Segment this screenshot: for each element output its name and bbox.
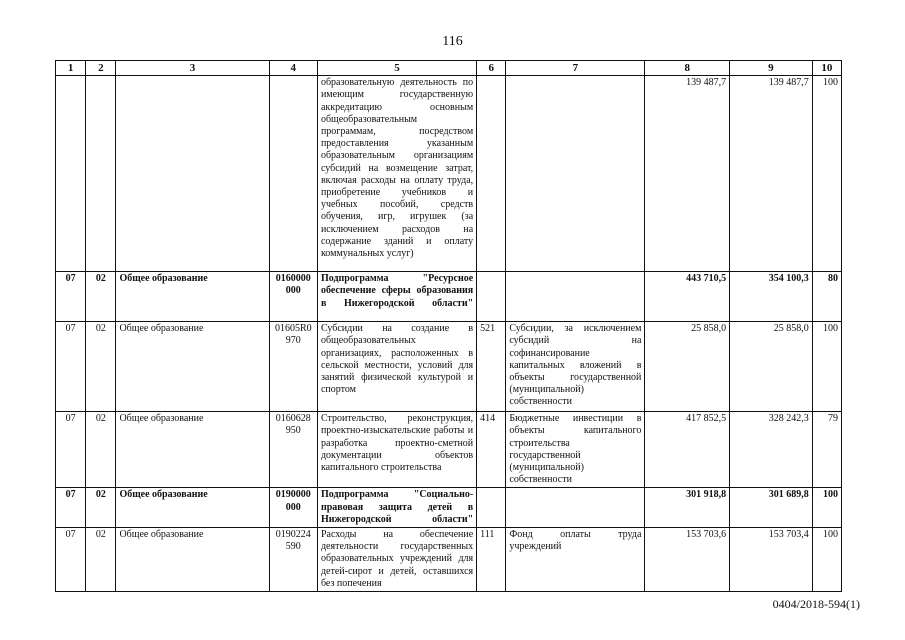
cell-col-1: 07 — [56, 412, 86, 488]
cell-col-6: 111 — [477, 528, 506, 592]
cell-col-2: 02 — [86, 272, 116, 322]
cell-col-2: 02 — [86, 412, 116, 488]
cell-col-8: 443 710,5 — [645, 272, 730, 322]
cell-col-2: 02 — [86, 322, 116, 412]
cell-col-3: Общее образование — [116, 322, 269, 412]
cell-col-1: 07 — [56, 488, 86, 528]
table-row — [56, 272, 842, 322]
table-row — [56, 322, 842, 412]
cell-col-1: 07 — [56, 322, 86, 412]
cell-col-5: Субсидии на создание в общеобразовательных организациях, расположенных в сельской местности, условий для занятий физической культурой и спортом — [317, 322, 476, 412]
cell-col-6 — [477, 272, 506, 322]
cell-col-7 — [506, 272, 645, 322]
cell-col-6: 414 — [477, 412, 506, 488]
header-cell: 9 — [730, 61, 813, 76]
cell-col-1: 07 — [56, 528, 86, 592]
header-cell: 7 — [506, 61, 645, 76]
budget-table — [55, 60, 842, 592]
cell-col-4: 0160000 000 — [269, 272, 317, 322]
cell-col-8: 139 487,7 — [645, 76, 730, 272]
cell-col-3 — [116, 76, 269, 272]
header-cell: 2 — [86, 61, 116, 76]
document-code: 0404/2018-594(1) — [772, 597, 860, 611]
cell-col-8: 25 858,0 — [645, 322, 730, 412]
table-row — [56, 412, 842, 488]
cell-col-4: 0160628 950 — [269, 412, 317, 488]
cell-col-9: 328 242,3 — [730, 412, 813, 488]
cell-col-10: 100 — [812, 322, 841, 412]
cell-col-8: 417 852,5 — [645, 412, 730, 488]
cell-col-9: 153 703,4 — [730, 528, 813, 592]
cell-col-5: Подпрограмма "Ресурсное обеспечение сферы образования в Нижегородской области" — [317, 272, 476, 322]
cell-col-7: Бюджетные инвестиции в объекты капитального строительства государственной (муниципальной) собственности — [506, 412, 645, 488]
cell-col-9: 301 689,8 — [730, 488, 813, 528]
cell-col-5: Строительство, реконструкция, проектно-изыскательские работы и разработка проектно-сметной документации объектов капитального строительства — [317, 412, 476, 488]
cell-col-8: 301 918,8 — [645, 488, 730, 528]
cell-col-10: 80 — [812, 272, 841, 322]
cell-col-6: 521 — [477, 322, 506, 412]
cell-col-6 — [477, 488, 506, 528]
cell-col-3: Общее образование — [116, 488, 269, 528]
header-cell: 8 — [645, 61, 730, 76]
header-cell: 4 — [269, 61, 317, 76]
cell-col-9: 25 858,0 — [730, 322, 813, 412]
cell-col-1 — [56, 76, 86, 272]
table-row — [56, 76, 842, 272]
cell-col-3: Общее образование — [116, 272, 269, 322]
table-header-row — [56, 61, 842, 76]
cell-col-5: Подпрограмма "Социально-правовая защита детей в Нижегородской области" — [317, 488, 476, 528]
cell-col-9: 354 100,3 — [730, 272, 813, 322]
cell-col-4 — [269, 76, 317, 272]
table-row — [56, 528, 842, 592]
cell-col-10: 100 — [812, 76, 841, 272]
header-cell: 10 — [812, 61, 841, 76]
cell-col-10: 79 — [812, 412, 841, 488]
cell-col-2: 02 — [86, 488, 116, 528]
cell-col-7 — [506, 76, 645, 272]
cell-col-5: Расходы на обеспечение деятельности государственных образовательных учреждений для детей-сирот и детей, оставшихся без попечения — [317, 528, 476, 592]
cell-col-3: Общее образование — [116, 528, 269, 592]
header-cell: 1 — [56, 61, 86, 76]
cell-col-5: образовательную деятельность по имеющим государственную аккредитацию основным общеобразовательным программам, посредством предоставления указанным образовательным организациям субсидий на возмещение затрат, включая расходы на оплату труда, приобретение учебников и учебных пособий, средств обучения, игр, игрушек (за исключением расходов на содержание зданий и оплату коммунальных услуг) — [317, 76, 476, 272]
header-cell: 5 — [317, 61, 476, 76]
cell-col-10: 100 — [812, 528, 841, 592]
cell-col-6 — [477, 76, 506, 272]
cell-col-4: 0190224 590 — [269, 528, 317, 592]
header-cell: 3 — [116, 61, 269, 76]
cell-col-3: Общее образование — [116, 412, 269, 488]
cell-col-7: Фонд оплаты труда учреждений — [506, 528, 645, 592]
cell-col-4: 0190000 000 — [269, 488, 317, 528]
cell-col-8: 153 703,6 — [645, 528, 730, 592]
cell-col-7 — [506, 488, 645, 528]
cell-col-2: 02 — [86, 528, 116, 592]
cell-col-7: Субсидии, за исключением субсидий на софинансирование капитальных вложений в объекты государственной (муниципальной) собственности — [506, 322, 645, 412]
cell-col-4: 01605R0 970 — [269, 322, 317, 412]
cell-col-10: 100 — [812, 488, 841, 528]
table-row — [56, 488, 842, 528]
header-cell: 6 — [477, 61, 506, 76]
page-number: 116 — [442, 34, 463, 49]
cell-col-2 — [86, 76, 116, 272]
cell-col-1: 07 — [56, 272, 86, 322]
cell-col-9: 139 487,7 — [730, 76, 813, 272]
